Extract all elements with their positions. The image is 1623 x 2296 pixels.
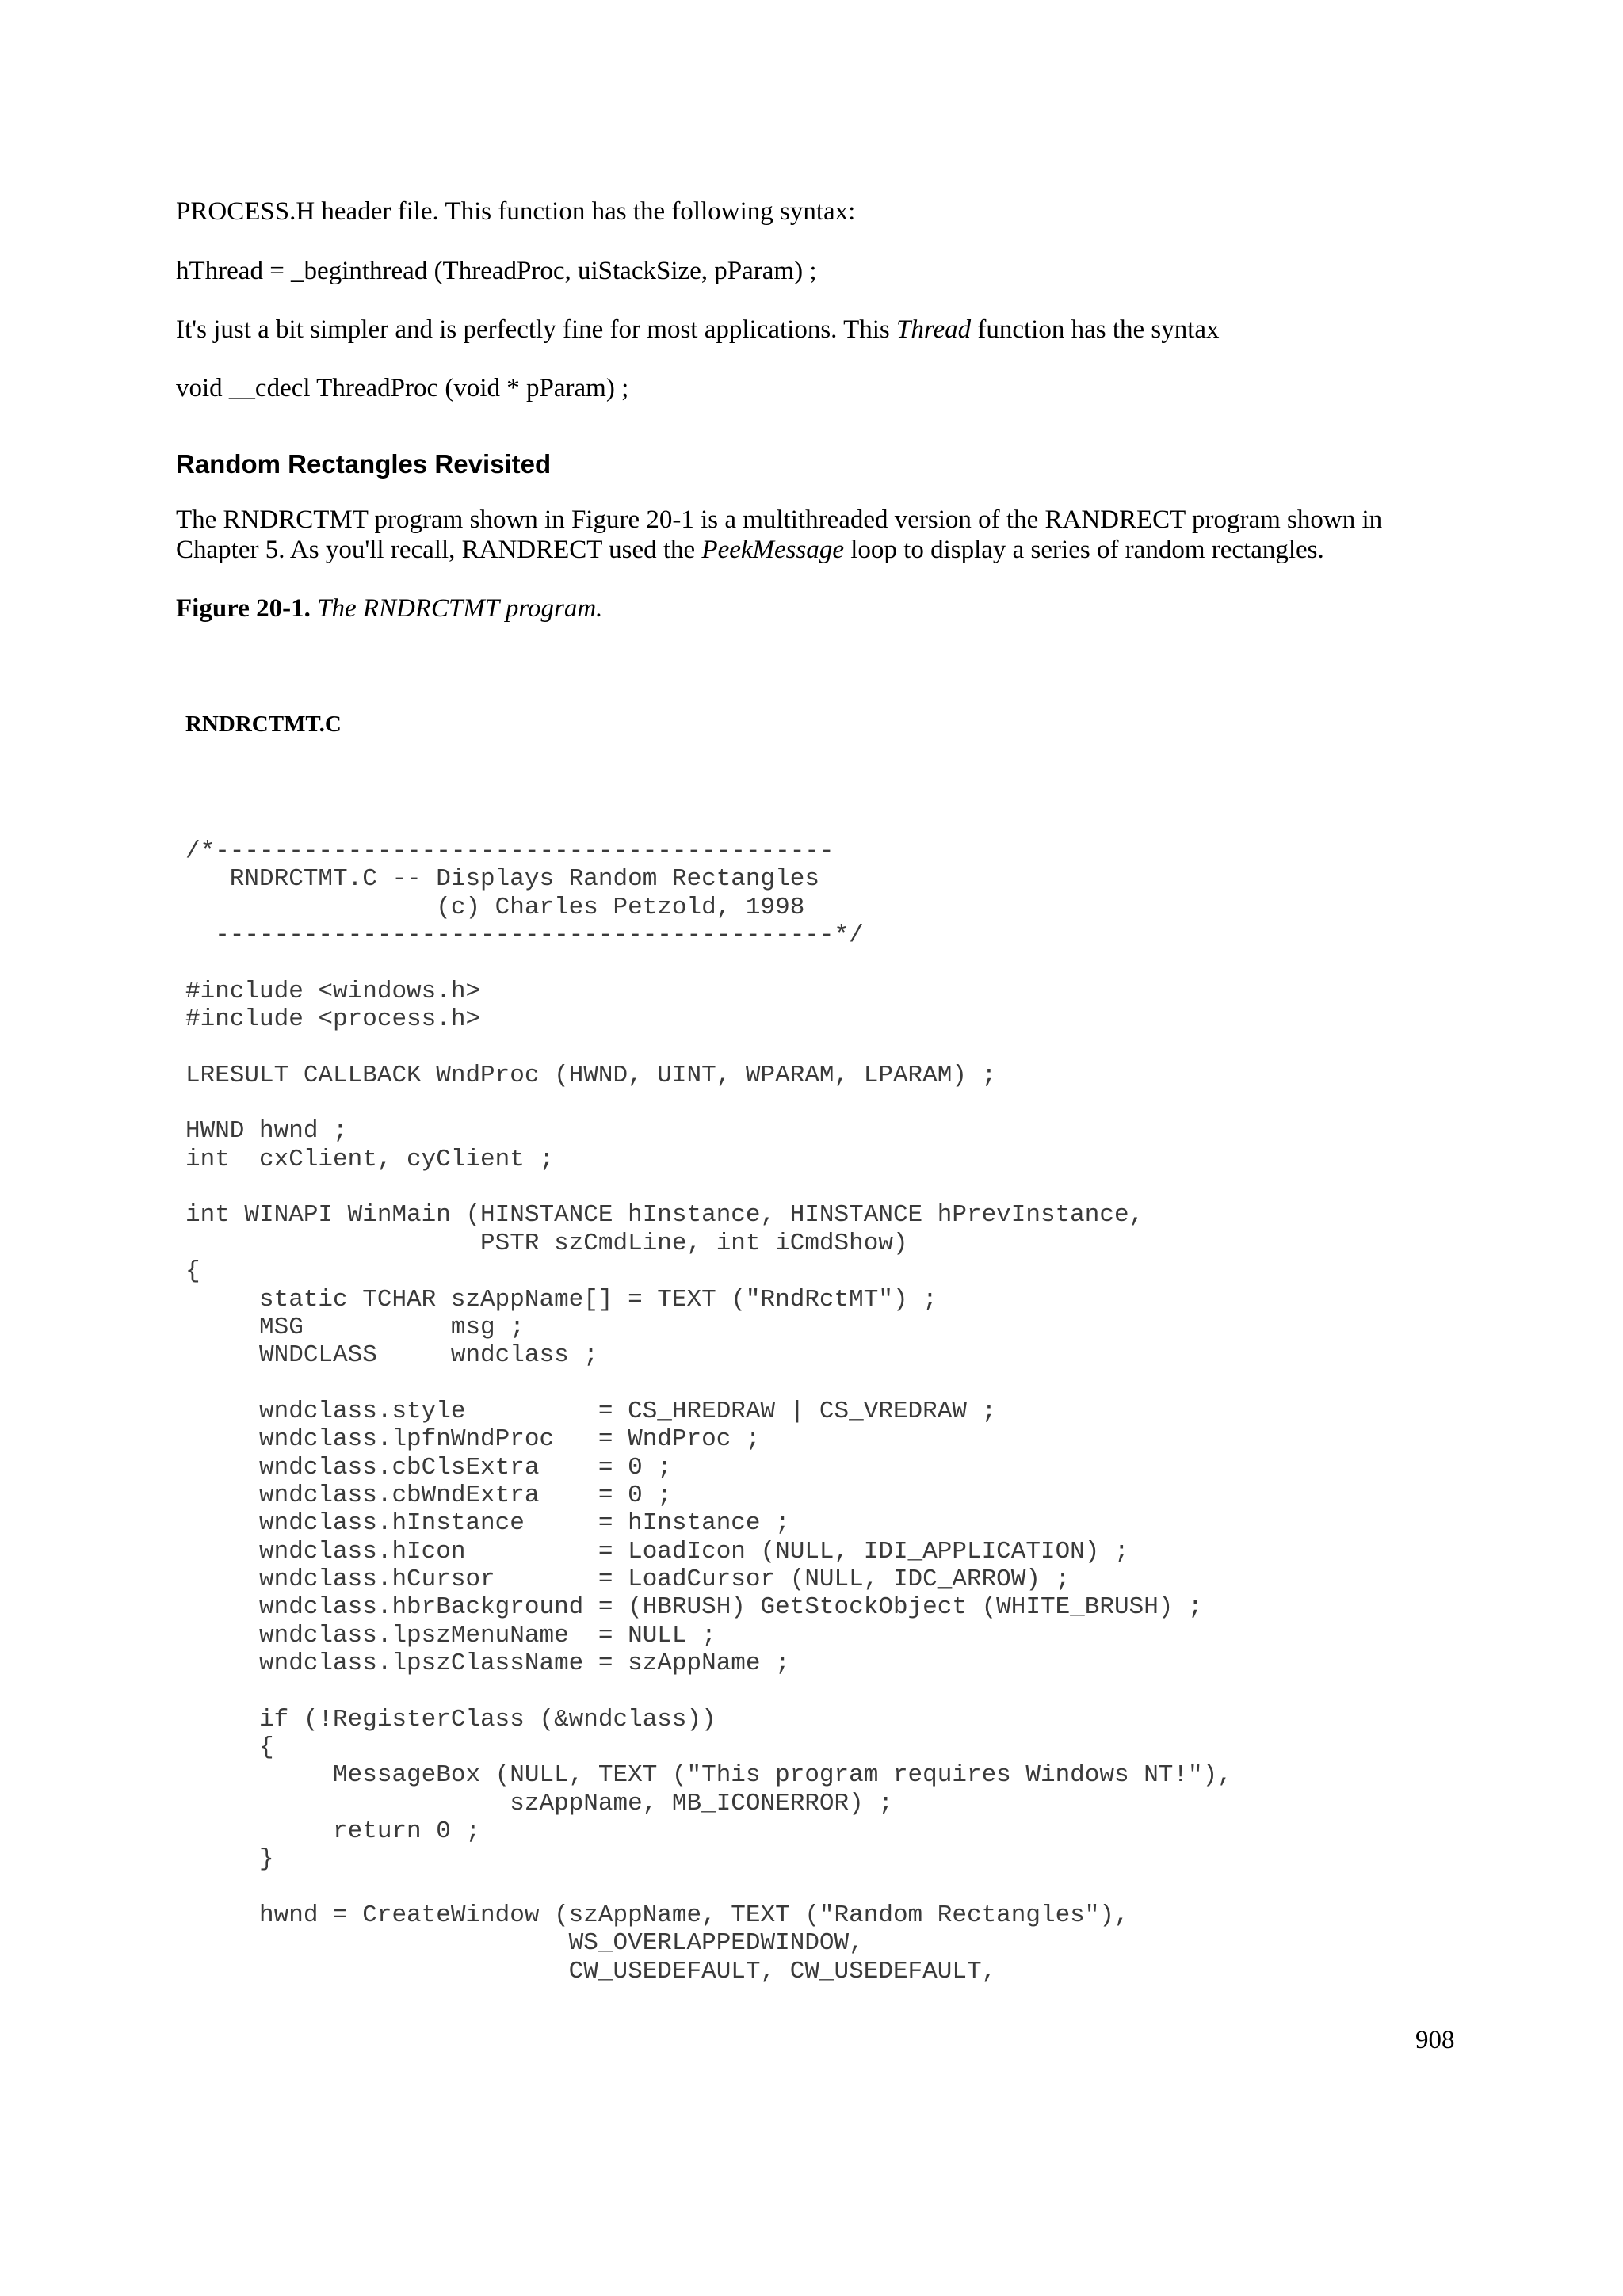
code-line: return 0 ; xyxy=(185,1817,481,1846)
code-line: HWND hwnd ; xyxy=(185,1117,348,1146)
code-line: wndclass.lpszClassName = szAppName ; xyxy=(185,1649,790,1677)
code-line: hwnd = CreateWindow (szAppName, TEXT ("Random Rectangles"), xyxy=(185,1901,1129,1930)
code-line: MessageBox (NULL, TEXT ("This program requires Windows NT!"), xyxy=(185,1761,1232,1790)
paragraph-process-h: PROCESS.H header file. This function has the following syntax: xyxy=(176,197,856,226)
paragraph-threadproc-syntax: void __cdecl ThreadProc (void * pParam) ; xyxy=(176,374,629,402)
figure-label: Figure 20-1. xyxy=(176,594,311,623)
code-line: wndclass.hInstance = hInstance ; xyxy=(185,1509,790,1538)
code-line: { xyxy=(185,1257,200,1286)
section-body-text-before: The RNDRCTMT program shown in Figure 20-1 is a multithreaded version of the RANDRECT program shown in Chapter 5. As you'll recall, RANDRECT used the xyxy=(176,505,1383,564)
code-line: MSG msg ; xyxy=(185,1313,525,1341)
paragraph-thread-italic: Thread xyxy=(896,315,972,344)
code-line: static TCHAR szAppName[] = TEXT ("RndRctMT") ; xyxy=(185,1285,938,1314)
code-line: } xyxy=(185,1845,274,1874)
code-line: wndclass.cbWndExtra = 0 ; xyxy=(185,1481,672,1509)
paragraph-thread-function xyxy=(176,315,1220,345)
listing-file-title: RNDRCTMT.C xyxy=(185,711,342,737)
code-line: wndclass.hIcon = LoadIcon (NULL, IDI_APPLICATION) ; xyxy=(185,1537,1129,1566)
code-line xyxy=(185,1874,1232,1901)
code-line: wndclass.hbrBackground = (HBRUSH) GetStockObject (WHITE_BRUSH) ; xyxy=(185,1593,1203,1622)
figure-caption xyxy=(176,593,602,624)
code-line: #include <process.h> xyxy=(185,1005,481,1034)
code-line: wndclass.style = CS_HREDRAW | CS_VREDRAW ; xyxy=(185,1397,997,1425)
paragraph-thread-text-after: function has the syntax xyxy=(971,315,1220,344)
code-line: ------------------------------------------*/ xyxy=(185,921,864,950)
code-line: WNDCLASS wndclass ; xyxy=(185,1341,598,1370)
code-line: LRESULT CALLBACK WndProc (HWND, UINT, WPARAM, LPARAM) ; xyxy=(185,1061,997,1089)
code-line xyxy=(185,949,1232,977)
code-line xyxy=(185,1173,1232,1201)
code-line: (c) Charles Petzold, 1998 xyxy=(185,893,805,921)
figure-caption-text: The RNDRCTMT program. xyxy=(317,594,603,623)
section-heading: Random Rectangles Revisited xyxy=(176,449,552,479)
paragraph-beginthread-syntax: hThread = _beginthread (ThreadProc, uiStackSize, pParam) ; xyxy=(176,257,817,285)
code-line: wndclass.hCursor = LoadCursor (NULL, IDC_ARROW) ; xyxy=(185,1565,1071,1593)
section-body-italic: PeekMessage xyxy=(701,536,844,564)
code-line: wndclass.lpfnWndProc = WndProc ; xyxy=(185,1425,761,1454)
page-number: 908 xyxy=(1415,2026,1455,2054)
code-line: wndclass.lpszMenuName = NULL ; xyxy=(185,1621,716,1650)
code-line: CW_USEDEFAULT, CW_USEDEFAULT, xyxy=(185,1957,997,1985)
code-line: RNDRCTMT.C -- Displays Random Rectangles xyxy=(185,865,819,894)
code-line: { xyxy=(185,1733,274,1761)
paragraph-thread-text-before: It's just a bit simpler and is perfectly fine for most applications. This xyxy=(176,315,896,344)
code-line xyxy=(185,1033,1232,1061)
code-line: szAppName, MB_ICONERROR) ; xyxy=(185,1789,893,1817)
code-line: int WINAPI WinMain (HINSTANCE hInstance, HINSTANCE hPrevInstance, xyxy=(185,1201,1144,1230)
code-line xyxy=(185,1370,1232,1398)
section-body-text-after: loop to display a series of random rectangles. xyxy=(844,536,1324,564)
code-line: #include <windows.h> xyxy=(185,977,481,1005)
code-line: if (!RegisterClass (&wndclass)) xyxy=(185,1705,716,1733)
section-body-paragraph xyxy=(176,505,1460,565)
code-line: wndclass.cbClsExtra = 0 ; xyxy=(185,1453,672,1482)
code-line xyxy=(185,1677,1232,1705)
code-line xyxy=(185,1089,1232,1117)
code-line: WS_OVERLAPPEDWINDOW, xyxy=(185,1929,864,1958)
code-listing xyxy=(185,837,1232,1985)
code-line: /*------------------------------------------ xyxy=(185,837,834,865)
code-line: PSTR szCmdLine, int iCmdShow) xyxy=(185,1229,908,1257)
code-line: int cxClient, cyClient ; xyxy=(185,1145,555,1173)
